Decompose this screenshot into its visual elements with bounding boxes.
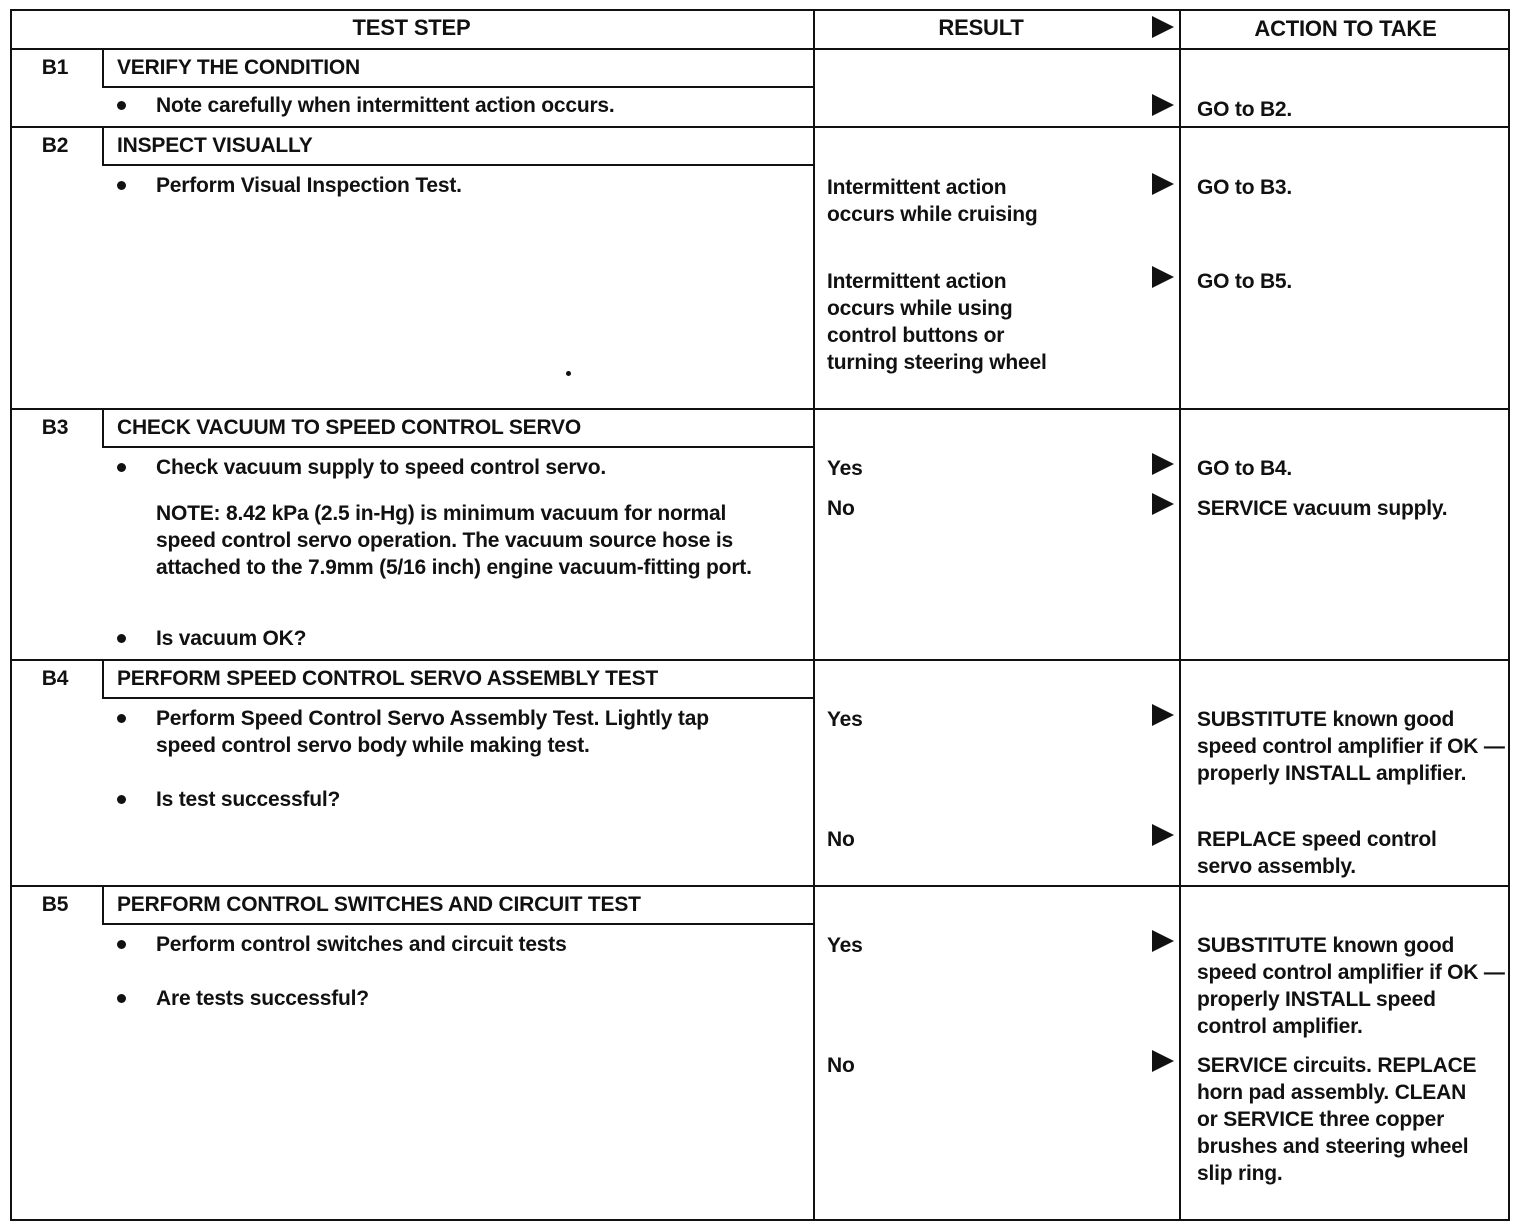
- arrow-right-icon: [1152, 493, 1174, 515]
- step-instruction: Perform Speed Control Servo Assembly Test. Lightly tap speed control servo body while making test.: [156, 707, 709, 757]
- arrow-right-icon: [1152, 94, 1174, 116]
- step-id: B2: [41, 134, 69, 157]
- result-text: No: [827, 1054, 855, 1077]
- header-test-step: TEST STEP: [352, 15, 471, 40]
- step-note: NOTE: 8.42 kPa (2.5 in-Hg) is minimum vacuum for normal speed control servo operation. The vacuum source hose is attached to the 7.9mm (5/16 inch) engine vacuum-fitting port.: [156, 502, 752, 579]
- title-underline: [102, 164, 813, 166]
- arrow-right-icon: [1152, 266, 1174, 288]
- row-divider: [10, 408, 1510, 410]
- arrow-right-icon: [1152, 704, 1174, 726]
- row-divider: [10, 885, 1510, 887]
- step-id: B5: [41, 893, 69, 916]
- title-underline: [102, 697, 813, 699]
- step-id-divider: [102, 659, 104, 699]
- result-text: Intermittent action occurs while cruising: [827, 176, 1038, 226]
- step-title: PERFORM CONTROL SWITCHES AND CIRCUIT TEST: [117, 893, 641, 916]
- step-title: INSPECT VISUALLY: [117, 134, 313, 157]
- row-divider: [10, 126, 1510, 128]
- step-id-divider: [102, 885, 104, 925]
- step-title: PERFORM SPEED CONTROL SERVO ASSEMBLY TEST: [117, 667, 659, 690]
- action-text: GO to B4.: [1197, 457, 1293, 480]
- row-divider: [10, 659, 1510, 661]
- result-text: Intermittent action occurs while using control buttons or turning steering wheel: [827, 270, 1047, 374]
- result-text: Yes: [827, 708, 863, 731]
- bullet-icon: [117, 634, 126, 643]
- header-result: RESULT: [938, 15, 1024, 40]
- title-underline: [102, 446, 813, 448]
- step-id-divider: [102, 126, 104, 166]
- action-text: SUBSTITUTE known good speed control amplifier if OK — properly INSTALL amplifier.: [1197, 708, 1505, 785]
- arrow-right-icon: [1152, 824, 1174, 846]
- action-text: GO to B2.: [1197, 98, 1293, 121]
- step-question: Is test successful?: [156, 788, 341, 811]
- arrow-right-icon: [1152, 1050, 1174, 1072]
- result-text: Yes: [827, 457, 863, 480]
- bullet-icon: [117, 994, 126, 1003]
- action-text: GO to B3.: [1197, 176, 1293, 199]
- result-text: No: [827, 497, 855, 520]
- col-divider-test-result: [813, 9, 815, 1221]
- result-text: Yes: [827, 934, 863, 957]
- step-id-divider: [102, 48, 104, 88]
- action-text: SERVICE vacuum supply.: [1197, 497, 1448, 520]
- action-text: GO to B5.: [1197, 270, 1293, 293]
- bullet-icon: [117, 181, 126, 190]
- arrow-right-icon: [1152, 16, 1174, 38]
- step-instruction: Note carefully when intermittent action occurs.: [156, 94, 615, 117]
- step-instruction: Check vacuum supply to speed control servo.: [156, 456, 607, 479]
- step-title: CHECK VACUUM TO SPEED CONTROL SERVO: [117, 416, 582, 439]
- arrow-right-icon: [1152, 453, 1174, 475]
- step-title: VERIFY THE CONDITION: [117, 56, 360, 79]
- step-id-divider: [102, 408, 104, 448]
- bullet-icon: [117, 463, 126, 472]
- arrow-right-icon: [1152, 173, 1174, 195]
- result-text: No: [827, 828, 855, 851]
- stray-dot-mark: [566, 371, 571, 376]
- bullet-icon: [117, 940, 126, 949]
- arrow-right-icon: [1152, 930, 1174, 952]
- action-text: SUBSTITUTE known good speed control amplifier if OK — properly INSTALL speed control amplifier.: [1197, 934, 1505, 1038]
- step-instruction: Perform control switches and circuit tests: [156, 933, 567, 956]
- header-divider: [10, 48, 1510, 50]
- title-underline: [102, 923, 813, 925]
- step-question: Is vacuum OK?: [156, 627, 307, 650]
- bullet-icon: [117, 714, 126, 723]
- bullet-icon: [117, 795, 126, 804]
- title-underline: [102, 86, 813, 88]
- col-divider-result-action: [1179, 9, 1181, 1221]
- bullet-icon: [117, 101, 126, 110]
- step-id: B1: [41, 56, 69, 79]
- step-instruction: Perform Visual Inspection Test.: [156, 174, 462, 197]
- action-text: REPLACE speed control servo assembly.: [1197, 828, 1437, 878]
- step-id: B4: [41, 667, 69, 690]
- action-text: SERVICE circuits. REPLACE horn pad assembly. CLEAN or SERVICE three copper brushes and steering wheel slip ring.: [1197, 1054, 1477, 1185]
- step-id: B3: [41, 416, 69, 439]
- step-question: Are tests successful?: [156, 987, 369, 1010]
- header-action: ACTION TO TAKE: [1254, 16, 1437, 41]
